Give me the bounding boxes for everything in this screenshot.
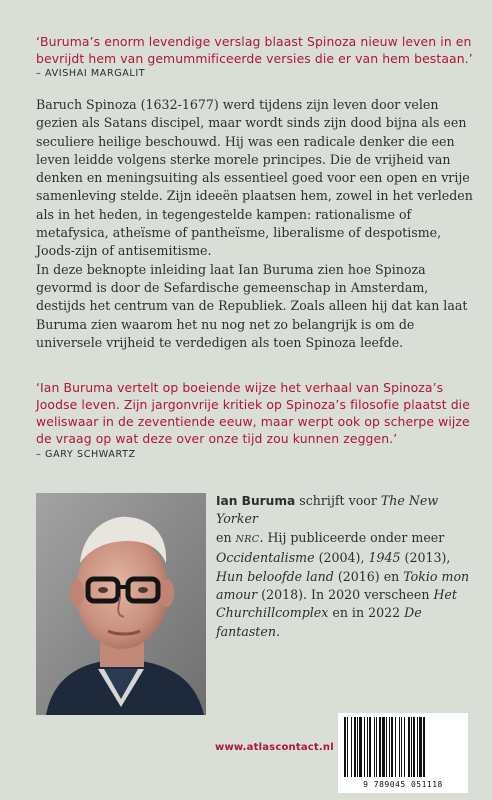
- barcode-bar: [411, 717, 412, 777]
- barcode-bar: [419, 717, 422, 777]
- barcode-bar: [386, 717, 387, 777]
- quote-attribution-schwartz: – GARY SCHWARTZ: [36, 449, 136, 460]
- barcode-bar: [374, 717, 375, 777]
- bio-text: en in 2022: [328, 605, 405, 621]
- barcode-bar: [379, 717, 381, 777]
- bio-publication-nrc: NRC: [235, 533, 260, 545]
- barcode-bar: [359, 717, 362, 777]
- barcode-bar: [417, 717, 418, 777]
- bio-book-title: 1945: [368, 550, 401, 566]
- barcode-bar: [367, 717, 368, 777]
- isbn-digits: 9 789045 051118: [363, 780, 443, 789]
- barcode-bar: [401, 717, 402, 777]
- bio-text: . Hij publiceerde onder meer: [259, 529, 445, 545]
- bio-publication-newyorker: The New Yorker: [216, 493, 439, 527]
- review-quote-schwartz: ‘Ian Buruma vertelt op boeiende wijze het verhaal van Spinoza’s Joodse leven. Zijn jargonvrije kritiek op Spinoza’s filosofie plaatst die weliswaar in de zeventiende eeuw, maar werpt ook op scherpe wijze de vraag op wat deze over onze tijd zou kunnen zeggen.’: [36, 380, 470, 446]
- bio-book-title: Hun beloofde land: [216, 568, 334, 584]
- bio-book-title: Occidentalisme: [216, 550, 315, 566]
- barcode-bar: [413, 717, 415, 777]
- barcode-bar: [382, 717, 385, 777]
- description-paragraph-2: In deze beknopte inleiding laat Ian Buruma zien hoe Spinoza gevormd is door de Sefardische gemeenschap in Amsterdam, destijds het centrum van de Republiek. Zoals alleen hij dat kan laat Buruma zien waarom het nu nog net zo belangrijk is om de universele vrijheid te verdedigen als toen Spinoza leefde.: [36, 261, 468, 350]
- bio-book-title: Het Churchillcomplex: [216, 587, 457, 621]
- barcode-bar: [391, 717, 393, 777]
- publisher-website-link[interactable]: www.atlascontact.nl: [215, 742, 334, 753]
- author-photo: [36, 493, 206, 715]
- barcode-bar: [357, 717, 358, 777]
- review-quote-margalit: ‘Buruma’s enorm levendige verslag blaast Spinoza nieuw leven in en bevrijdt hem van gemummificeerde versies die er van hem bestaan.’: [36, 34, 473, 66]
- bio-text: schrijft voor: [295, 493, 381, 508]
- bio-book-title: Tokio mon amour: [216, 568, 470, 603]
- barcode-bar: [423, 717, 425, 777]
- barcode-bar: [364, 717, 365, 777]
- barcode-bars: [338, 713, 468, 779]
- barcode-bar: [389, 717, 390, 777]
- barcode-bar: [408, 717, 410, 777]
- bio-text: (2018). In 2020 verscheen: [257, 587, 434, 603]
- bio-text: en: [216, 529, 236, 545]
- author-bio: [216, 492, 478, 641]
- bio-text: .: [275, 623, 280, 639]
- barcode-bar: [369, 717, 371, 777]
- author-name: Ian Buruma: [216, 494, 296, 508]
- description-paragraph-1: Baruch Spinoza (1632-1677) werd tijdens zijn leven door velen gezien als Satans discipel, maar wordt sinds zijn dood bijna als een seculiere heilige beschouwd. Hij was een radicale denker die een leven leidde volgens sterke morele principes. Die de vrijheid van denken en meningsuiting als essentieel goed voor een open en vrije samenleving stelde. Zijn ideeën plaatsen hem, zowel in het verleden als in het heden, in tegengestelde kampen: rationalisme of metafysica, atheïsme of pantheïsme, liberalisme of despotisme, Joods-zijn of antisemitisme.: [36, 97, 473, 259]
- author-portrait-image: [36, 493, 206, 715]
- barcode-bar: [354, 717, 356, 777]
- bio-book-title: De fantasten: [216, 605, 422, 639]
- barcode-bar: [399, 717, 400, 777]
- bio-text: (2013),: [400, 550, 451, 566]
- bio-text: (2016) en: [333, 568, 404, 584]
- barcode-bar: [347, 717, 348, 777]
- barcode-bar: [344, 717, 346, 777]
- barcode-bar: [404, 717, 405, 777]
- barcode-bar: [351, 717, 352, 777]
- quote-attribution-margalit: – AVISHAI MARGALIT: [36, 68, 146, 79]
- barcode-bar: [395, 717, 396, 777]
- bio-text: (2004),: [314, 550, 369, 566]
- barcode-bar: [376, 717, 377, 777]
- book-description: [36, 96, 476, 352]
